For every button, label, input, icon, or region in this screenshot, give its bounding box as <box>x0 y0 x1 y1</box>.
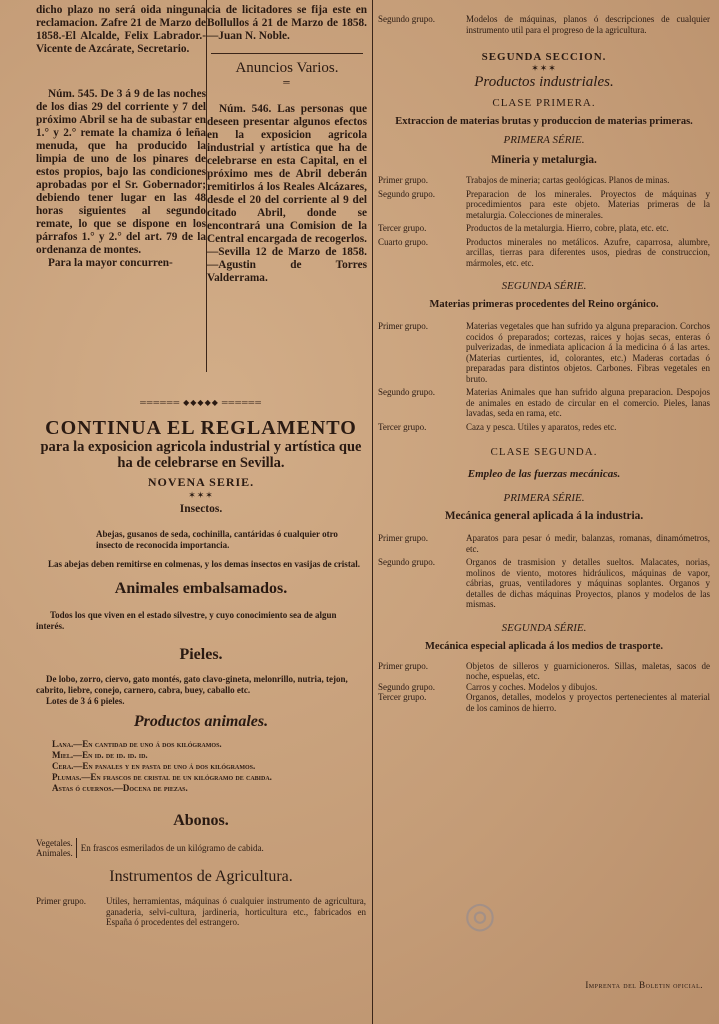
num546-text: Núm. 546. Las personas que deseen presentar algunos efectos en la exposicion agricola industrial y artística que ha de celebrarse en esta Capital, en el próximo mes de Abril deberán remitirlos á los Reales Alcázares, desde el 20 del corriente al 9 del citado Abril, donde se encontrará una Comision de la Central encargada de recogerlos.—Sevilla 12 de Marzo de 1858. —Agustin de Torres Valderrama. <box>207 103 367 284</box>
continua-title: CONTINUA EL REGLAMENTO <box>45 417 357 439</box>
group-text: Trabajos de mineria; cartas geológicas. Planos de minas. <box>466 175 670 185</box>
group-label: Primer grupo. <box>378 533 428 543</box>
pieles-title: Pieles. <box>179 646 223 663</box>
ornament: ✶✶✶ <box>531 63 557 73</box>
abonos-row <box>36 838 366 858</box>
group-label: Tercer grupo. <box>378 421 427 432</box>
materias-title: Materias primeras procedentes del Reino orgánico. <box>429 299 659 310</box>
instrumentos-title: Instrumentos de Agricultura. <box>109 868 293 885</box>
abonos-label-animales: Animales. <box>36 848 73 858</box>
clase-primera: CLASE PRIMERA. <box>492 97 596 109</box>
extraccion-title: Extraccion de materias brutas y produccion de materias primeras. <box>395 116 693 127</box>
group-text: Modelos de máquinas, planos ó descripciones de cualquier instrumento util para el progreso de la agricultura. <box>466 14 710 35</box>
group-text: Objetos de silleros y guarnicioneros. Sillas, maletas, sacos de noche, espuelas, etc. <box>466 660 710 681</box>
column-1 <box>36 4 206 270</box>
group-row <box>378 223 710 234</box>
reglamento-section <box>36 398 366 928</box>
abonos-text: En frascos esmerilados de un kilógramo de cabida. <box>80 843 264 853</box>
group-text: Aparatos para pesar ó medir, balanzas, romanas, dinamómetros, etc. <box>466 533 710 554</box>
mecanica-especial-title: Mecánica especial aplicada á los medios de trasporte. <box>425 640 663 652</box>
group-label: Tercer grupo. <box>378 692 427 702</box>
col1-top-text: dicho plazo no será oida ninguna reclamacion. Zafre 21 de Marzo de 1858.-El Alcalde, Felix Labrador.-Vicente de Azcárate, Secretario. <box>36 4 206 55</box>
productos-title: Productos animales. <box>133 713 269 730</box>
group-text: Organos de trasmision y detalles sueltos. Malacates, norias, molinos de viento, motores hidráulicos, máquinas de vapor, cábrias, gruas, ventiladores y máquinas soplantes. Organos y detalles de dichas máquinas Proyectos, planos y modelos de las mismas. <box>466 557 710 609</box>
group-text: Caza y pesca. Utiles y aparatos, redes etc. <box>466 421 617 432</box>
group-text: Materias vegetales que han sufrido ya alguna preparacion. Corchos cocidos ó preparados; cortezas, raices y hojas secas, enteras ó pulverizadas, de inmediata aplicacion á la medicina ó á las artes. (Materias curtientes, id, colorantes, etc.) Maderas cortadas ó preparadas para distintos objetos. Carbones. Fibras vegetales en bruto. <box>466 321 710 384</box>
group-row <box>378 189 710 221</box>
mecanica-groups <box>378 533 710 610</box>
library-watermark-seal: ◎ <box>464 895 496 935</box>
mineria-groups <box>378 175 710 268</box>
animales-text: Todos los que viven en el estado silvestre, y cuyo conocimiento sea de algun interés. <box>36 610 337 631</box>
instrumentos-row <box>36 896 366 928</box>
animales-title: Animales embalsamados. <box>114 580 288 597</box>
group-row <box>378 422 710 433</box>
continua-subtitle: para la exposicion agricola industrial y artística que ha de celebrarse en Sevilla. <box>40 439 362 471</box>
abonos-label-vegetales: Vegetales. <box>36 838 73 848</box>
segunda-seccion: SEGUNDA SECCION. <box>481 51 607 63</box>
ornament: ✶✶✶ <box>188 490 214 500</box>
list-item: Lana.—En cantidad de uno á dos kilógramos. <box>52 739 222 749</box>
list-item: Plumas.—En frascos de cristal de un kilógramo de cabida. <box>52 772 272 782</box>
group-text: Carros y coches. Modelos y dibujos. <box>466 681 598 692</box>
insectos-note: Las abejas deben remitirse en colmenas, y los demas insectos en vasijas de cristal. <box>48 559 361 569</box>
group-row <box>378 321 710 384</box>
clase-segunda: CLASE SEGUNDA. <box>490 446 598 458</box>
segunda-serie: SEGUNDA SÉRIE. <box>501 280 587 292</box>
list-item: Miel.—En id. de id. id. id. <box>52 750 148 760</box>
mineria-title: Mineria y metalurgia. <box>491 154 597 166</box>
group-row <box>378 237 710 269</box>
group-label: Segundo grupo. <box>378 14 435 24</box>
group-text: Preparacion de los minerales. Proyectos de máquinas y procedimientos para este objeto. Materias primeras de la metalurgia. Colecciones de minerales. <box>466 188 710 220</box>
mecanica-title: Mecánica general aplicada á la industria. <box>444 510 644 522</box>
group-text: Utiles, herramientas, máquinas ó cualquier instrumento de agricultura, ganaderia, selvi-cultura, jardineria, horticultura etc., fabricados en España ó procedentes del estrangero. <box>106 896 366 927</box>
top-group-row <box>378 14 710 35</box>
group-label: Segundo grupo. <box>378 387 435 397</box>
anuncios-title: Anuncios Varios. <box>235 60 339 76</box>
num545-text: Núm. 545. De 3 á 9 de las noches de los dias 29 del corriente y 7 del próximo Abril se ha de subastar en 1.° y 2.° remate la chamiza ó leña menuda, que ha producido la limpia de uno de los pinares de estos propios, bajo las condiciones aprobadas por el Sr. Gobernador; debiendo tener lugar en las 48 horas siguientes al segundo remate, lo que se dispone en los párrafos 1.° y 2.° del art. 79 de la ordenanza de montes. <box>36 88 206 256</box>
list-item: Astas ó cuernos.—Docena de piezas. <box>52 783 188 793</box>
group-row <box>378 387 710 419</box>
productos-list <box>52 739 366 794</box>
novena-serie: NOVENA SERIE. <box>147 475 255 489</box>
materias-groups <box>378 321 710 432</box>
divider <box>211 53 363 54</box>
abonos-title: Abonos. <box>173 812 229 829</box>
especial-groups <box>378 661 710 714</box>
insectos-text: Abejas, gusanos de seda, cochinilla, cantáridas ó cualquier otro insecto de reconocida importancia. <box>96 529 338 550</box>
insectos-title: Insectos. <box>179 503 223 515</box>
ornament-rule: ══════ ◆◆◆◆◆ ══════ <box>140 398 262 407</box>
group-row <box>378 175 710 186</box>
group-label: Primer grupo. <box>378 321 428 331</box>
column-2 <box>207 4 367 285</box>
pieles-text: De lobo, zorro, ciervo, gato montés, gato clavo-gineta, melonrillo, nutria, tejon, cabrito, liebre, conejo, carnero, cabra, buey, caballo etc. <box>36 674 348 695</box>
group-row <box>378 692 710 713</box>
group-row <box>378 557 710 610</box>
group-label: Segundo grupo. <box>378 681 435 692</box>
col2-top-text: cia de licitadores se fija este en Bollullos á 21 de Marzo de 1858.—Juan N. Noble. <box>207 4 367 42</box>
group-row <box>378 682 710 693</box>
group-label: Cuarto grupo. <box>378 236 428 247</box>
num545-end: Para la mayor concurren- <box>48 257 173 269</box>
group-label: Segundo grupo. <box>378 188 435 199</box>
anuncios-ornament: ═ <box>283 77 291 87</box>
group-label: Primer grupo. <box>378 175 428 185</box>
list-item: Cera.—En panales y en pasta de uno á dos kilógramos. <box>52 761 256 771</box>
empleo-title: Empleo de las fuerzas mecánicas. <box>467 468 621 480</box>
primera-serie-2: PRIMERA SÉRIE. <box>503 492 585 504</box>
group-text: Productos de la metalurgia. Hierro, cobre, plata, etc. etc. <box>466 223 669 233</box>
group-text: Productos minerales no metálicos. Azufre, caparrosa, alumbre, arcillas, tierras para diferentes usos, piedras de construccion, mármoles, etc. etc. <box>466 236 710 268</box>
group-row <box>378 661 710 682</box>
productos-industriales: Productos industriales. <box>474 74 614 90</box>
imprenta-footer: Imprenta del Boletin oficial. <box>585 980 703 990</box>
group-label: Primer grupo. <box>36 896 86 906</box>
group-text: Materias Animales que han sufrido alguna preparacion. Despojos de animales en estado de circular en el comercio. Pieles, lanas lavadas, seda en rama, etc. <box>466 387 710 418</box>
group-label: Segundo grupo. <box>378 557 435 567</box>
group-label: Primer grupo. <box>378 660 428 671</box>
pieles-lotes: Lotes de 3 á 6 pieles. <box>46 696 125 706</box>
group-text: Organos, detalles, modelos y proyectos pertenecientes al material de los caminos de hierro. <box>466 692 710 713</box>
abonos-labels <box>36 838 77 858</box>
group-row <box>378 533 710 554</box>
group-label: Tercer grupo. <box>378 223 427 233</box>
segunda-serie-2: SEGUNDA SÉRIE. <box>501 621 587 634</box>
primera-serie: PRIMERA SÉRIE. <box>503 134 585 146</box>
column-3 <box>378 14 710 713</box>
